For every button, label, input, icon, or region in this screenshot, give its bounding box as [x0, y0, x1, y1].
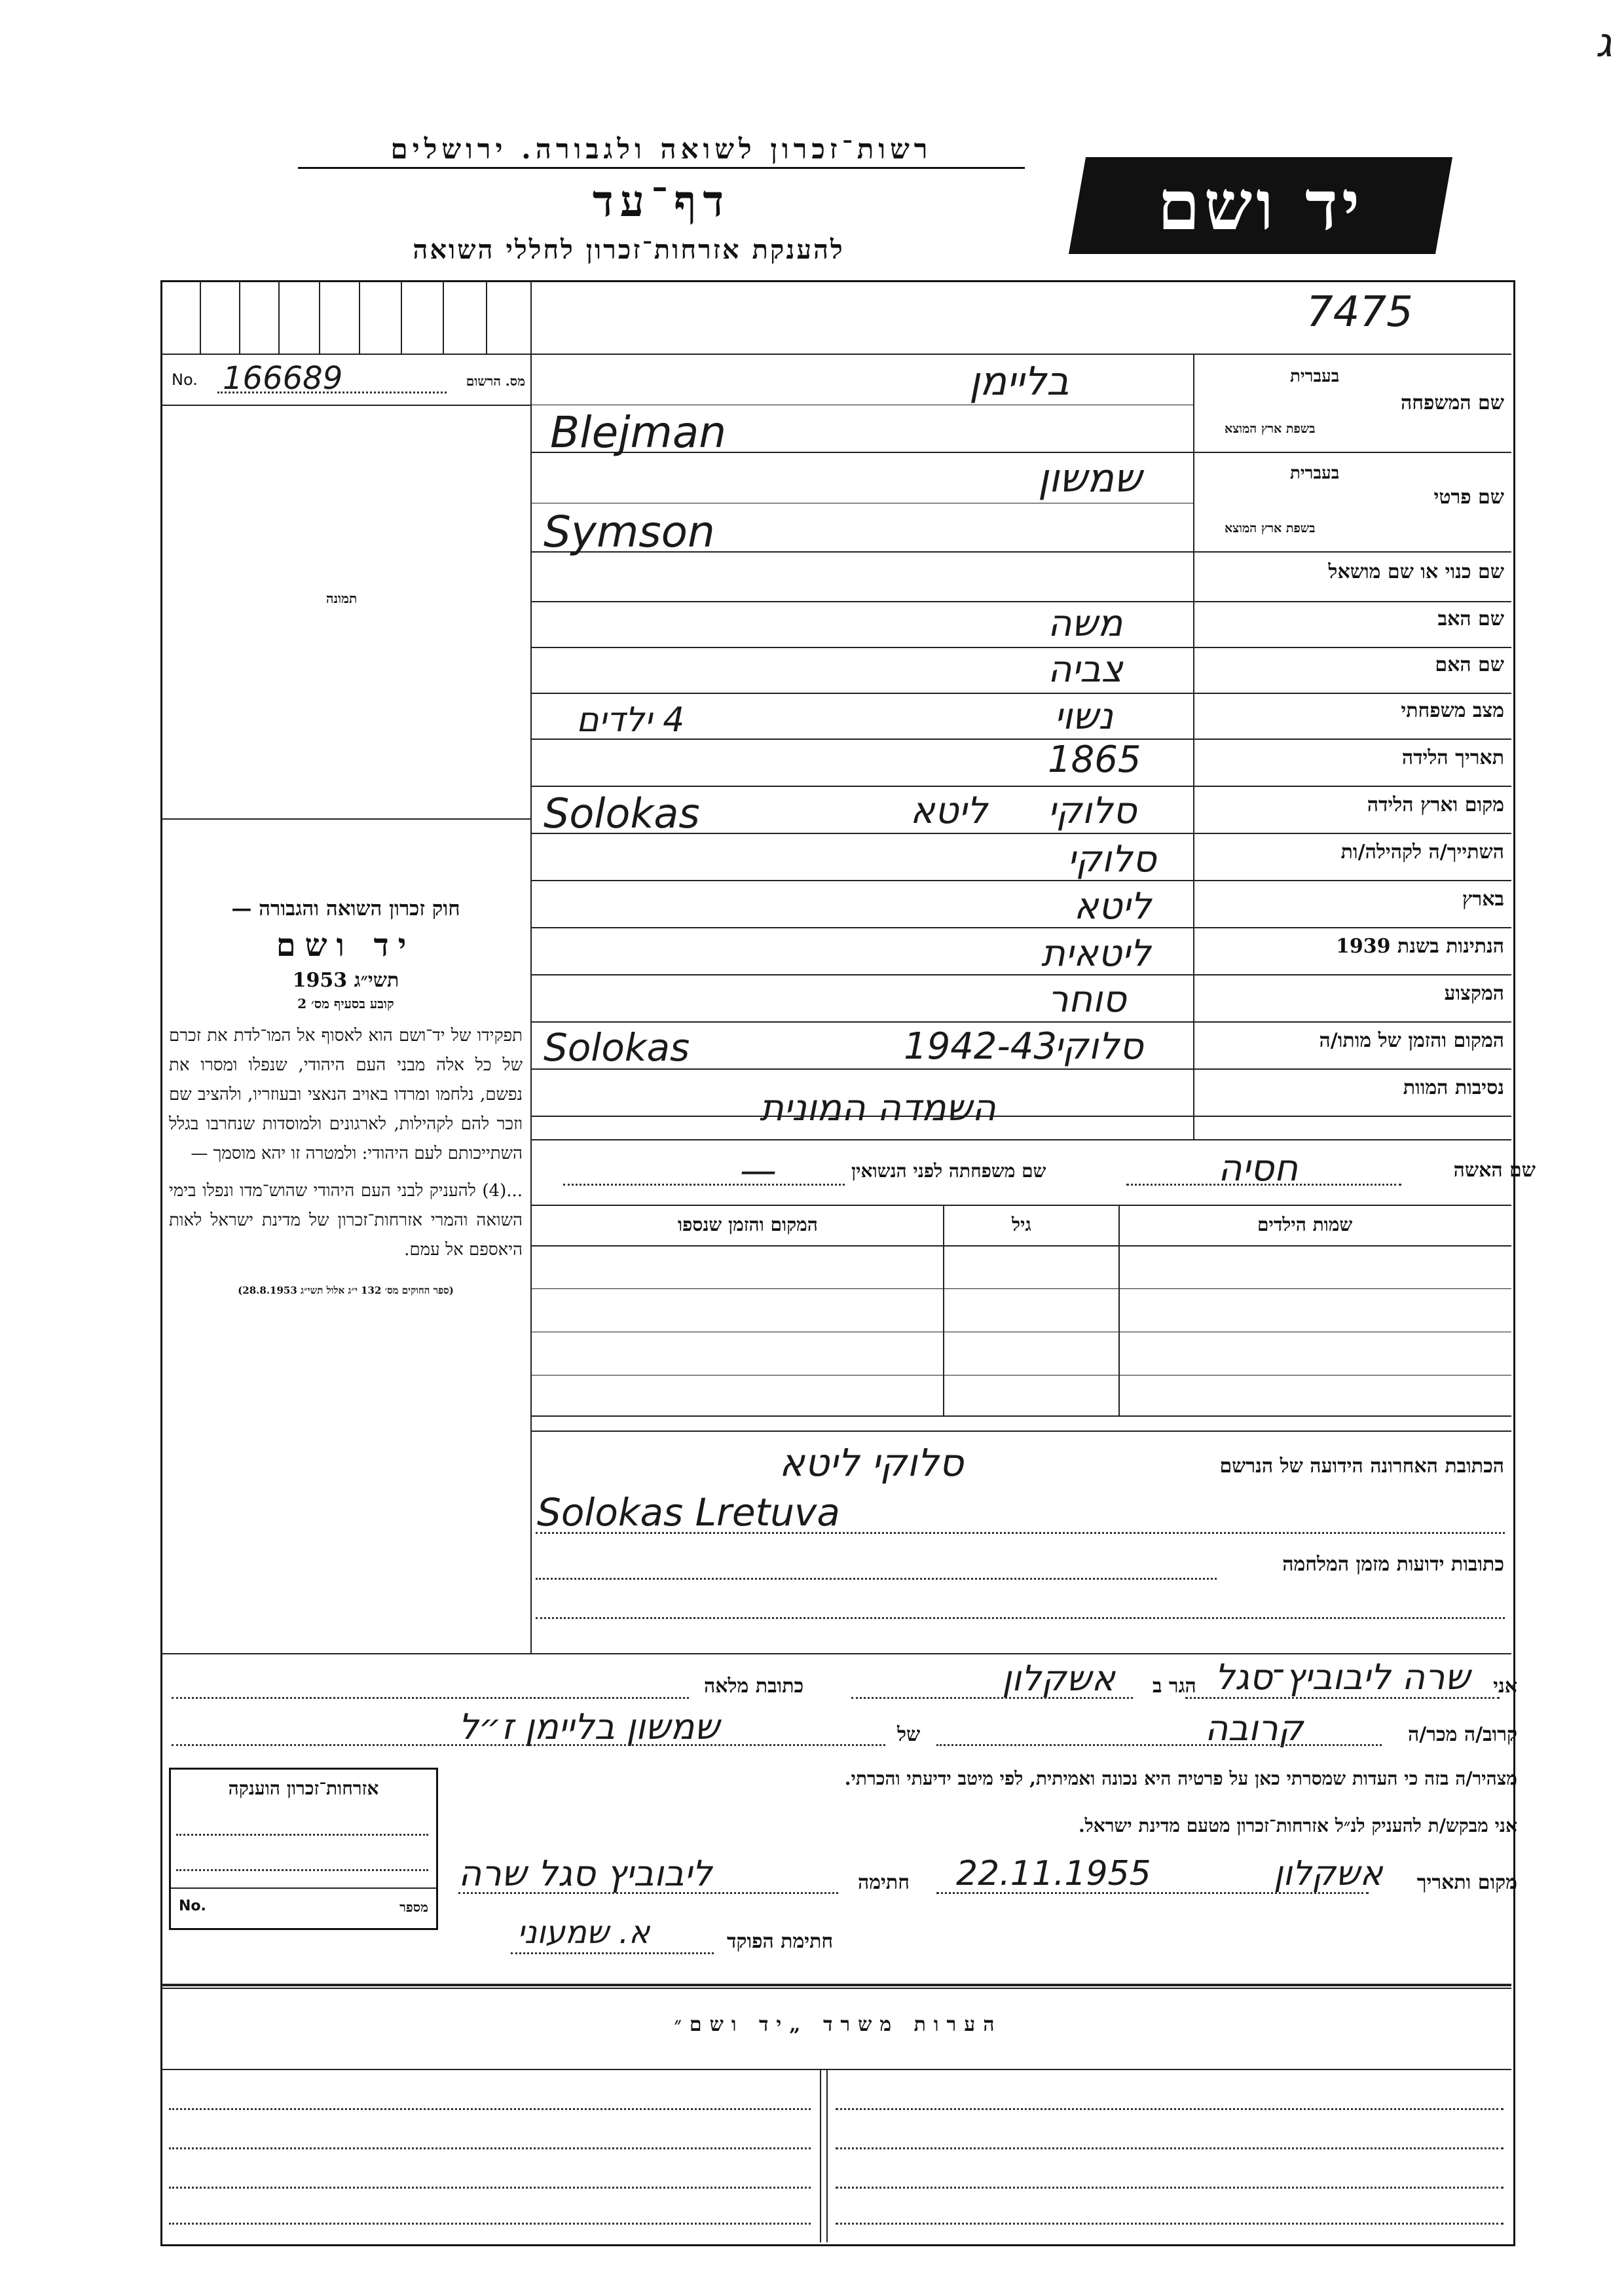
children-death-header: המקום והזמן שנספו	[678, 1214, 818, 1235]
place-value: אשקלון	[1274, 1854, 1383, 1893]
signature-value: ליבוביץ סגל שרה	[458, 1853, 712, 1894]
authority-header: רשות־זכרון לשואה ולגבורה. ירושלים	[298, 133, 1025, 169]
relative-value: קרובה	[1205, 1707, 1304, 1749]
of-label: של	[897, 1723, 921, 1746]
law-year: תשי״ג 1953	[292, 969, 399, 992]
signature-label: חתימה	[858, 1871, 910, 1894]
death-place-latin: Solokas	[544, 1025, 690, 1070]
officer-signature-value: א. שמעוני	[517, 1914, 650, 1951]
office-notes-title: הערות משרד „יד ושם״	[674, 2013, 1003, 2036]
photo-label: תמונה	[326, 591, 358, 606]
family-name-origin: Blejman	[550, 407, 727, 458]
birth-country: ליטא	[910, 790, 988, 832]
mother-label: שם האם	[1435, 653, 1504, 676]
family-hebrew-label: בעברית	[1290, 367, 1340, 386]
law-name: יד ושם	[276, 927, 416, 964]
first-name-origin: Symson	[544, 507, 715, 557]
law-paragraph-2: ...(4) להעניק לבני העם היהודי שהוש־מדו ונפלו בימי השואה והמרי אזרחות־זכרון של מדינת ישראל לאות היאספם אל עמם.	[169, 1181, 523, 1260]
death-years: 1942-43	[904, 1025, 1057, 1068]
resides-value: אשקלון	[1002, 1658, 1115, 1699]
resides-label: הגר ב	[1153, 1675, 1196, 1698]
wartime-address-label: כתובות ידועות מזמן המלחמה	[1282, 1553, 1504, 1576]
citizenship-label: הנתינות בשנת 1939	[1335, 935, 1504, 958]
occupation-label: המקצוע	[1444, 982, 1504, 1005]
first-name-label: שם פרטי	[1433, 486, 1504, 509]
children-names-header: שמות הילדים	[1257, 1214, 1353, 1235]
community-value: סלוקי	[1067, 838, 1156, 881]
form-subtitle: להענקת אזרחות־זכרון לחללי השואה	[413, 234, 845, 265]
family-origin-label: בשפת ארץ המוצא	[1225, 422, 1316, 436]
last-address-label: הכתובת האחרונה הידועה של הנרשם	[1219, 1455, 1504, 1478]
community-country-label: בארץ	[1462, 888, 1504, 911]
of-value: שמשון בליימן ז״ל	[458, 1706, 720, 1747]
nickname-label: שם כנוי או שם מושאל	[1328, 560, 1504, 583]
father-label: שם האב	[1437, 608, 1504, 630]
wife-value: חסיה	[1218, 1147, 1299, 1190]
citizenship-no-prefix: No.	[179, 1898, 206, 1914]
first-origin-label: בשפת ארץ המוצא	[1225, 521, 1316, 536]
marital-status-label: מצב משפחתי	[1401, 699, 1504, 722]
logo-text: יד ושם	[1157, 165, 1364, 246]
death-circumstances-label: נסיבות המוות	[1403, 1076, 1504, 1099]
maiden-name-value: —	[740, 1150, 777, 1192]
declarant-name: שרה ליבוביץ־סגל	[1215, 1656, 1470, 1698]
maiden-name-label: שם משפחתה לפני הנשואין	[851, 1160, 1046, 1182]
sheet-number: 7475	[1306, 288, 1413, 337]
full-address-label: כתובת מלאה	[704, 1675, 804, 1698]
community-country-value: ליטא	[1074, 885, 1152, 928]
first-hebrew-label: בעברית	[1290, 464, 1340, 483]
law-citation: (ספר החוקים מס׳ 132 י״ג אלול תשי״ג 28.8.1953)	[238, 1285, 454, 1296]
birth-place-latin: Solokas	[544, 790, 700, 837]
children-age-header: גיל	[1012, 1214, 1031, 1235]
date-value: 22.11.1955	[956, 1854, 1151, 1893]
birth-place-label: מקום וארץ הלידה	[1367, 793, 1504, 816]
place-date-label: מקום ותאריך	[1416, 1871, 1517, 1894]
birth-place-hebrew: סלוקי	[1048, 790, 1137, 832]
statement-truth: מצהיר/ה בזה כי העדות שמסרתי כאן על פרטיה היא נכונה ואמיתית, לפי מיטב ידיעתי והכרתי.	[844, 1768, 1517, 1789]
relative-label: קרוב/ה מכר/ה	[1408, 1723, 1517, 1746]
first-name-hebrew: שמשון	[1038, 456, 1142, 501]
death-circumstances-value: השמדה המונית	[760, 1087, 996, 1129]
yad-vashem-logo	[1069, 157, 1452, 254]
family-name-hebrew: בליימן	[969, 359, 1069, 405]
registration-label: מס. הרשום	[466, 373, 525, 389]
form-title: דף־עד	[592, 175, 731, 227]
officer-signature-label: חתימת הפוקד	[727, 1930, 834, 1953]
birth-date-label: תאריך הלידה	[1401, 746, 1504, 769]
corner-mark: ג	[1595, 18, 1612, 66]
occupation-value: סוחר	[1048, 978, 1126, 1021]
father-value: משה	[1048, 602, 1123, 645]
registration-row	[172, 361, 525, 398]
statement-request: אני מבקש/ת להעניק לנ״ל אזרחות־זכרון מטעם מדינת ישראל.	[1078, 1815, 1517, 1836]
wife-label: שם האשה	[1453, 1159, 1536, 1182]
citizenship-value: ליטאית	[1041, 932, 1151, 975]
no-prefix: No.	[172, 371, 198, 389]
mother-value: צביה	[1048, 648, 1123, 691]
last-address-latin: Solokas Lretuva	[537, 1490, 840, 1535]
family-name-label: שם המשפחה	[1400, 392, 1504, 414]
death-place-hebrew: סלוקי	[1054, 1025, 1143, 1068]
declaration-i-label: אני	[1493, 1675, 1517, 1698]
death-place-label: המקום והזמן של מותו/ה	[1319, 1029, 1504, 1052]
law-title: חוק זכרון השואה והגבורה —	[231, 897, 460, 920]
marital-status-value: נשוי	[1054, 695, 1113, 738]
children-count: 4 ילדים	[576, 701, 685, 740]
citizenship-granted-box	[169, 1768, 438, 1930]
last-address-hebrew: סלוקי ליטא	[779, 1440, 964, 1485]
community-label: השתייך/ה לקהילה/ות	[1340, 841, 1504, 864]
law-text-block	[169, 897, 523, 1297]
law-clause: קובע בסעיף מס׳ 2	[297, 996, 394, 1011]
birth-date-value: 1865	[1048, 738, 1141, 781]
law-paragraph-1: תפקידו של יד־ושם הוא לאסוף אל המו־לדת את זכרם של כל אלה מבני העם היהודי, שנפלו ומסרו את נפשם, נלחמו ומרדו באויב הנאצי ובעוזריו, ולהציב שם וזכר להם לקהילות, לארגונים ולמוסדות שנחרבו בגלל השתייכותם לעם היהודי: ולמטרה זו יהא מוסמך —	[169, 1026, 523, 1163]
citizenship-number-label: מספר	[399, 1899, 428, 1915]
registration-number: 166689	[223, 360, 343, 397]
citizenship-box-title: אזרחות־זכרון הוענקה	[228, 1777, 379, 1799]
